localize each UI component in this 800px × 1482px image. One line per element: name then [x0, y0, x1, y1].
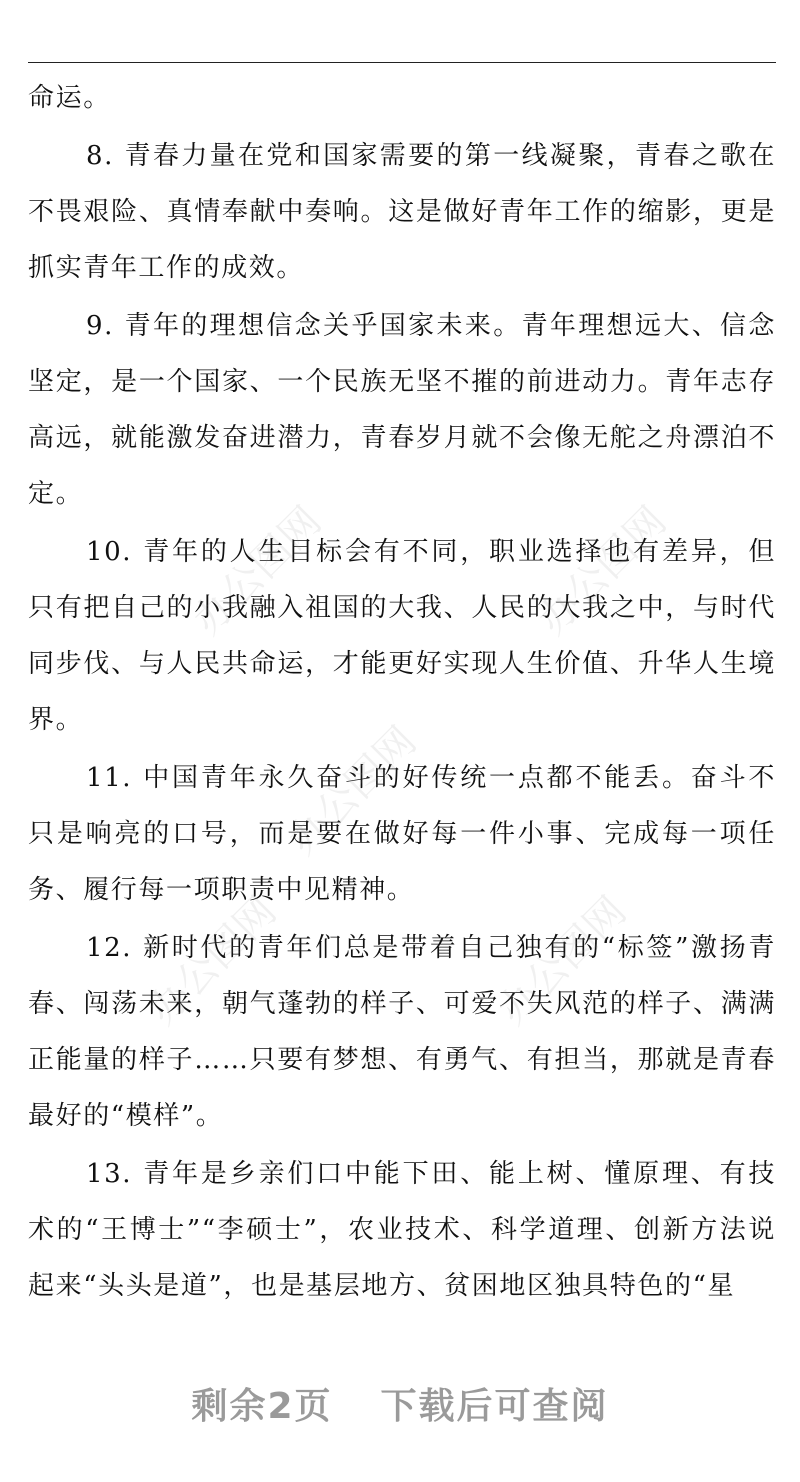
- paragraph-10: 10. 青年的人生目标会有不同，职业选择也有差异，但只有把自己的小我融入祖国的大我、人民的大我之中，与时代同步伐、与人民共命运，才能更好实现人生价值、升华人生境界。: [28, 537, 776, 735]
- header-rule: [28, 62, 776, 63]
- watermark-text: 办公图网: [139, 888, 286, 1034]
- paragraph-8: 8. 青春力量在党和国家需要的第一线凝聚，青春之歌在不畏艰险、真情奉献中奏响。这是做好青年工作的缩影，更是抓实青年工作的成效。: [28, 141, 776, 283]
- watermark-text: 办公图网: [184, 498, 331, 644]
- paragraph-12: 12. 新时代的青年们总是带着自己独有的“标签”激扬青春、闯荡未来，朝气蓬勃的样子、可爱不失风范的样子、满满正能量的样子……只要有梦想、有勇气、有担当，那就是青春最好的“模样”。: [28, 933, 776, 1131]
- watermark-text: 办公图网: [529, 498, 676, 644]
- remaining-pages-label: 剩余2页: [191, 1386, 333, 1427]
- document-body: [28, 70, 776, 1314]
- watermark-text: 办公图网: [279, 718, 426, 864]
- watermark-text: 办公图网: [489, 888, 636, 1034]
- paragraph-13: 13. 青年是乡亲们口中能下田、能上树、懂原理、有技术的“王博士”“李硕士”，农业技术、科学道理、创新方法说起来“头头是道”，也是基层地方、贫困地区独具特色的“星: [28, 1159, 776, 1301]
- download-footer[interactable]: [0, 1378, 800, 1429]
- paragraph-continuation: 命运。: [28, 83, 111, 113]
- paragraph-11: 11. 中国青年永久奋斗的好传统一点都不能丢。奋斗不只是响亮的口号，而是要在做好每一件小事、完成每一项任务、履行每一项职责中见精神。: [28, 763, 776, 905]
- paragraph-9: 9. 青年的理想信念关乎国家未来。青年理想远大、信念坚定，是一个国家、一个民族无坚不摧的前进动力。青年志存高远，就能激发奋进潜力，青春岁月就不会像无舵之舟漂泊不定。: [28, 311, 776, 509]
- download-prompt-label[interactable]: 下载后可查阅: [380, 1386, 609, 1427]
